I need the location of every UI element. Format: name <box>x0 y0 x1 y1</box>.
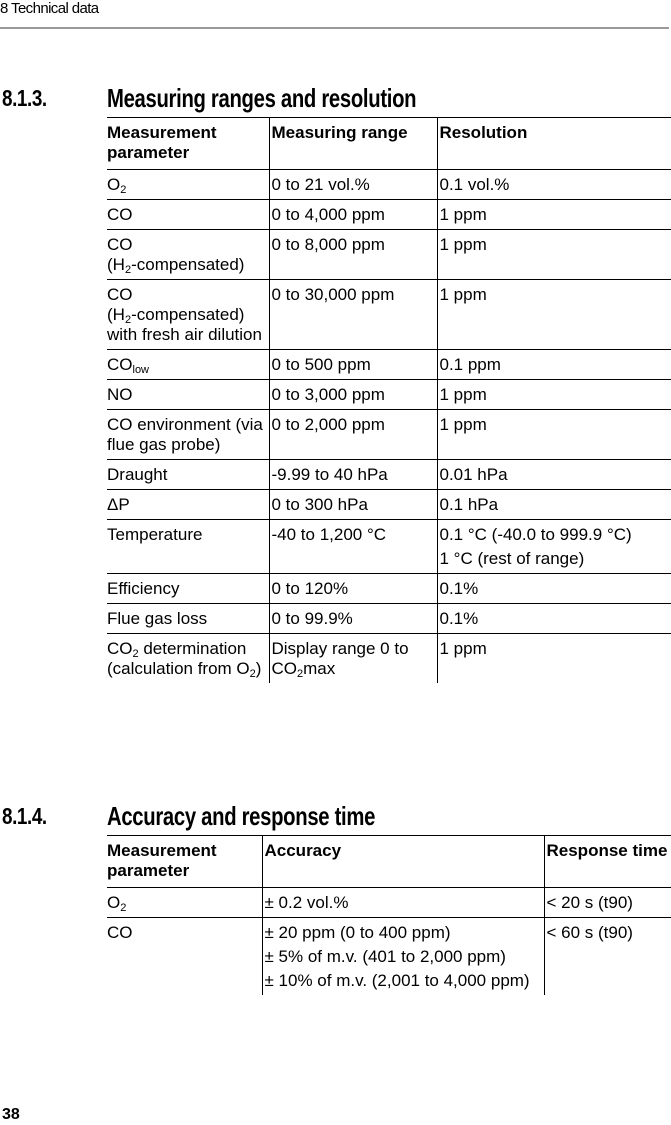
table-row <box>107 350 671 380</box>
table-row <box>107 888 671 918</box>
section-number: 8.1.4. <box>2 803 47 829</box>
column-header: Response time <box>544 836 671 888</box>
section-title: Measuring ranges and resolution <box>107 83 417 113</box>
table-header-row <box>107 836 671 888</box>
param-cell: $CO_{low}$ <box>107 355 150 376</box>
param-cell: CO <box>107 205 133 224</box>
accuracy-cell: ± 20 ppm (0 to 400 ppm) ± 5% of m.v. (401 to 2,000 ppm) ± 10% of m.v. (2,001 to 4,000 ppm) <box>262 918 544 996</box>
param-cell: $CO_2$ determination (calculation from $O_2$) <box>107 639 262 680</box>
table-header-row <box>107 118 671 170</box>
page-number: 38 <box>2 1106 20 1123</box>
resolution-cell: 1 ppm <box>437 230 671 280</box>
param-cell: $O_2$ <box>107 175 127 196</box>
header-rule <box>0 27 669 29</box>
table-row <box>107 230 671 280</box>
column-header: Accuracy <box>262 836 544 888</box>
table-row <box>107 170 671 200</box>
table-row <box>107 460 671 490</box>
range-cell: 0 to 30,000 ppm <box>269 280 437 350</box>
response-cell: < 20 s (t90) <box>544 888 671 918</box>
param-cell: CO environment (via flue gas probe) <box>107 415 263 454</box>
resolution-cell: 1 ppm <box>437 200 671 230</box>
section-title: Accuracy and response time <box>107 801 376 831</box>
resolution-cell: 0.1 hPa <box>437 490 671 520</box>
resolution-cell: 1 ppm <box>437 280 671 350</box>
table-row <box>107 490 671 520</box>
table-row <box>107 280 671 350</box>
param-cell: ΔP <box>107 495 130 514</box>
resolution-cell: 1 ppm <box>437 380 671 410</box>
resolution-cell: 0.1% <box>437 574 671 604</box>
param-cell: Temperature <box>107 525 203 544</box>
table-row <box>107 574 671 604</box>
response-cell: < 60 s (t90) <box>544 918 671 996</box>
table-row <box>107 410 671 460</box>
param-cell: CO <box>107 923 133 942</box>
resolution-cell: 0.1 vol.% <box>437 170 671 200</box>
table-row <box>107 604 671 634</box>
running-header: 8 Technical data <box>0 0 99 17</box>
resolution-cell: 0.1% <box>437 604 671 634</box>
range-cell: 0 to 8,000 ppm <box>269 230 437 280</box>
table-row <box>107 380 671 410</box>
range-cell: Display range 0 to $CO_2\max$ <box>269 634 437 684</box>
table-row <box>107 200 671 230</box>
accuracy-table <box>107 835 671 995</box>
column-header: Measurement parameter <box>107 841 217 880</box>
column-header: Measuring range <box>269 118 437 170</box>
table-row <box>107 520 671 574</box>
range-cell: 0 to 4,000 ppm <box>269 200 437 230</box>
range-cell: -9.99 to 40 hPa <box>269 460 437 490</box>
range-cell: 0 to 120% <box>269 574 437 604</box>
range-cell: -40 to 1,200 °C <box>269 520 437 574</box>
accuracy-cell: ± 0.2 vol.% <box>262 888 544 918</box>
range-cell: 0 to 500 ppm <box>269 350 437 380</box>
range-cell: 0 to 3,000 ppm <box>269 380 437 410</box>
resolution-cell: 0.1 ppm <box>437 350 671 380</box>
param-cell: Efficiency <box>107 579 180 598</box>
param-cell: Draught <box>107 465 168 484</box>
table-row <box>107 634 671 684</box>
section-number: 8.1.3. <box>2 85 47 111</box>
column-header: Resolution <box>437 118 671 170</box>
param-cell: CO $(H_2-compensated)$ with fresh air dilution <box>107 285 262 344</box>
range-cell: 0 to 99.9% <box>269 604 437 634</box>
resolution-cell: 0.1 °C (-40.0 to 999.9 °C) 1 °C (rest of range) <box>437 520 671 574</box>
resolution-cell: 0.01 hPa <box>437 460 671 490</box>
range-cell: 0 to 2,000 ppm <box>269 410 437 460</box>
param-cell: $O_2$ <box>107 893 127 914</box>
column-header: Measurement parameter <box>107 123 217 162</box>
param-cell: CO $(H_2-compensated)$ <box>107 235 245 276</box>
ranges-table <box>107 117 671 683</box>
resolution-cell: 1 ppm <box>437 410 671 460</box>
param-cell: NO <box>107 385 133 404</box>
range-cell: 0 to 21 vol.% <box>269 170 437 200</box>
range-cell: 0 to 300 hPa <box>269 490 437 520</box>
table-row <box>107 918 671 996</box>
resolution-cell: 1 ppm <box>437 634 671 684</box>
param-cell: Flue gas loss <box>107 609 208 628</box>
